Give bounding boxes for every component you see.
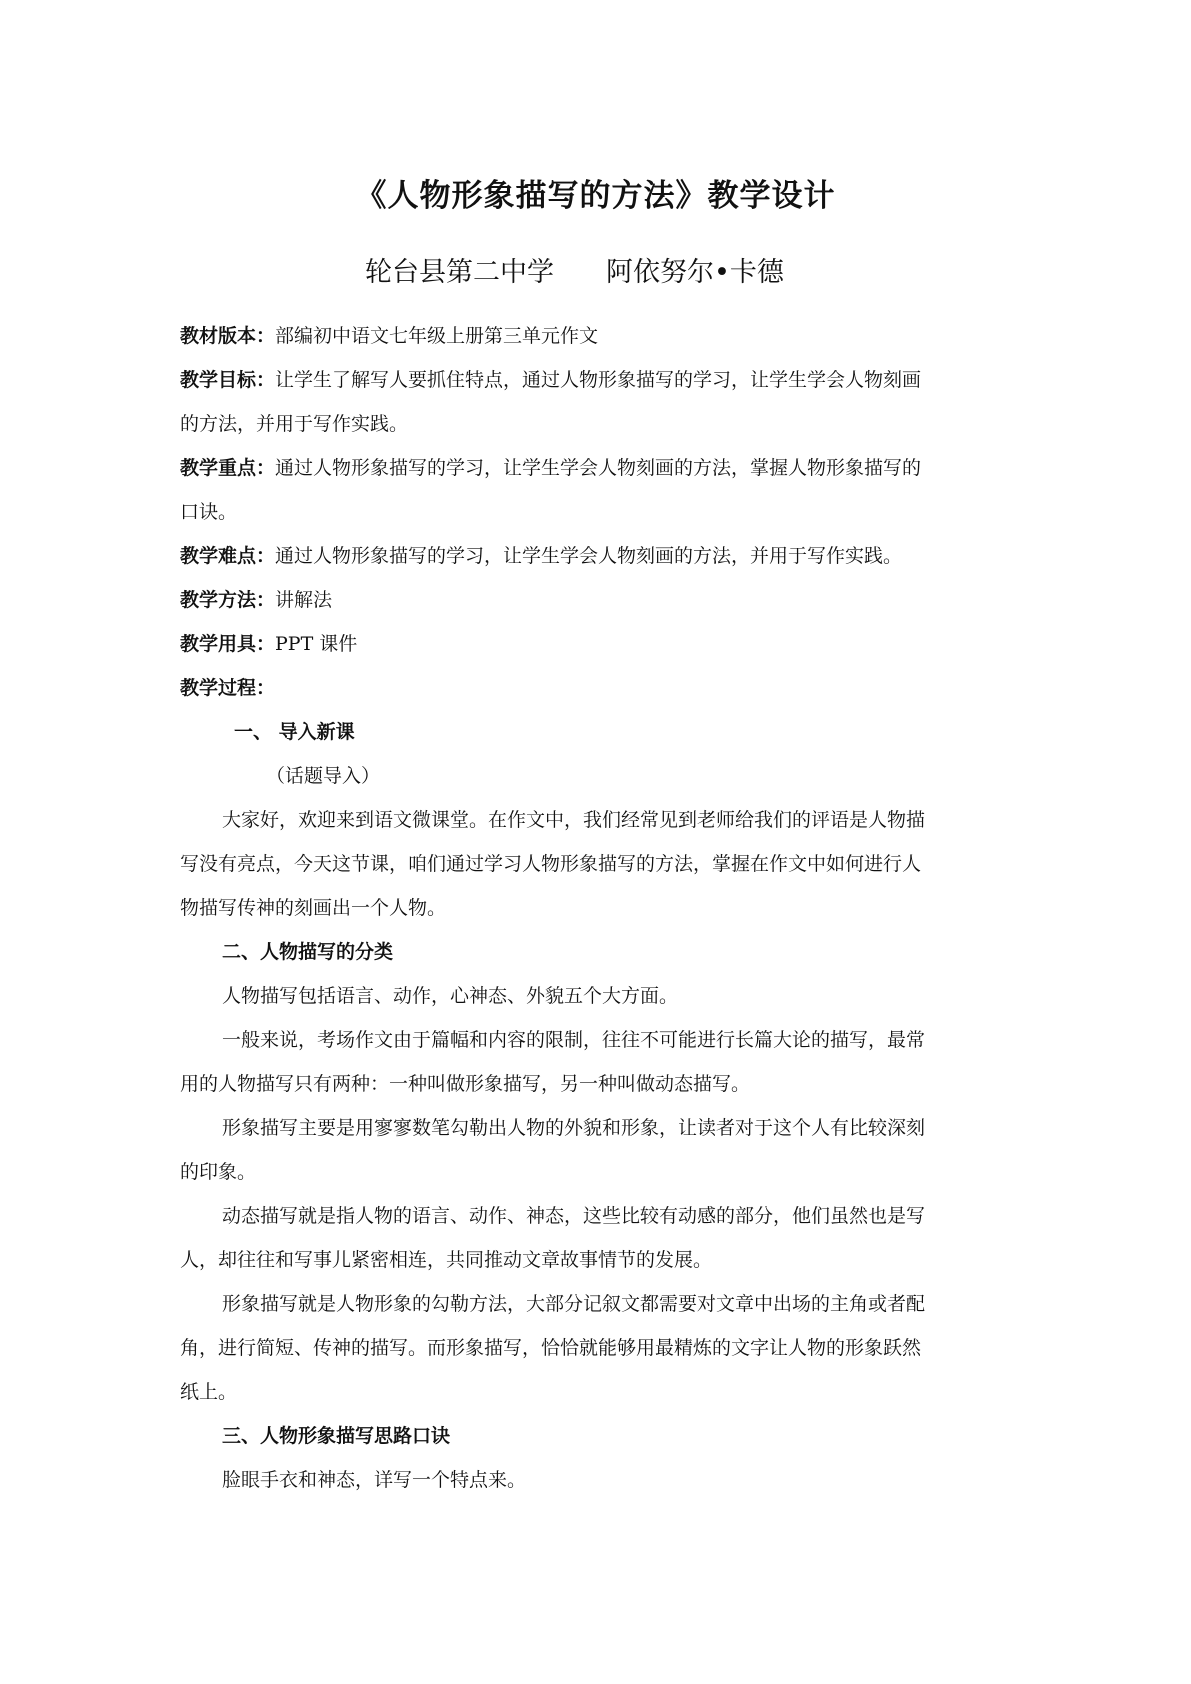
- paragraph-line: 的印象。: [180, 1161, 257, 1183]
- meta-label: 教学方法：: [180, 589, 276, 611]
- paragraph-line: 写没有亮点，今天这节课，咱们通过学习人物形象描写的方法，掌握在作文中如何进行人: [180, 853, 922, 875]
- meta-textbook: [180, 314, 1022, 358]
- meta-label: 教学用具：: [180, 633, 276, 655]
- author-line: [365, 250, 784, 289]
- section-heading-3: 三、人物形象描写思路口诀: [222, 1425, 451, 1447]
- meta-goal-cont: 的方法，并用于写作实践。: [180, 413, 409, 435]
- section-subheading: （话题导入）: [266, 765, 381, 787]
- meta-goal: [180, 358, 1022, 402]
- meta-value: 让学生了解写人要抓住特点，通过人物形象描写的学习，让学生学会人物刻画: [275, 369, 922, 391]
- meta-process: 教学过程：: [180, 677, 276, 699]
- meta-key: [180, 446, 1022, 490]
- meta-value: 通过人物形象描写的学习，让学生学会人物刻画的方法，掌握人物形象描写的: [275, 457, 922, 479]
- meta-difficulty: [180, 534, 1022, 578]
- meta-label: 教材版本：: [180, 325, 276, 347]
- meta-label: 教学难点：: [180, 545, 276, 567]
- meta-label: 教学目标：: [180, 369, 276, 391]
- paragraph-line: 物描写传神的刻画出一个人物。: [180, 897, 447, 919]
- paragraph-line: 人物描写包括语言、动作，心神态、外貌五个大方面。: [222, 985, 679, 1007]
- meta-label: 教学重点：: [180, 457, 276, 479]
- document-title: 《人物形象描写的方法》教学设计: [355, 178, 836, 214]
- author-name: 阿依努尔•卡德: [606, 257, 784, 288]
- paragraph-line: 用的人物描写只有两种：一种叫做形象描写，另一种叫做动态描写。: [180, 1073, 751, 1095]
- paragraph-line: 动态描写就是指人物的语言、动作、神态，这些比较有动感的部分，他们虽然也是写: [222, 1205, 926, 1227]
- paragraph-line: 人，却往往和写事儿紧密相连，共同推动文章故事情节的发展。: [180, 1249, 713, 1271]
- meta-value: PPT 课件: [275, 633, 358, 655]
- meta-method: [180, 578, 1022, 622]
- section-heading-1: 一、 导入新课: [234, 721, 355, 743]
- meta-value: 讲解法: [275, 589, 333, 611]
- meta-value: 部编初中语文七年级上册第三单元作文: [275, 325, 599, 347]
- meta-value: 通过人物形象描写的学习，让学生学会人物刻画的方法，并用于写作实践。: [275, 545, 903, 567]
- paragraph-line: 形象描写主要是用寥寥数笔勾勒出人物的外貌和形象，让读者对于这个人有比较深刻: [222, 1117, 926, 1139]
- paragraph-line: 一般来说，考场作文由于篇幅和内容的限制，往往不可能进行长篇大论的描写，最常: [222, 1029, 926, 1051]
- paragraph-line: 角，进行简短、传神的描写。而形象描写，恰恰就能够用最精炼的文字让人物的形象跃然: [180, 1337, 922, 1359]
- paragraph-line: 脸眼手衣和神态，详写一个特点来。: [222, 1469, 527, 1491]
- meta-key-cont: 口诀。: [180, 501, 238, 523]
- paragraph-line: 形象描写就是人物形象的勾勒方法，大部分记叙文都需要对文章中出场的主角或者配: [222, 1293, 926, 1315]
- meta-tools: [180, 622, 1022, 666]
- section-heading-2: 二、人物描写的分类: [222, 941, 394, 963]
- school-name: 轮台县第二中学: [365, 257, 554, 288]
- document-body: [180, 314, 1022, 1502]
- paragraph-line: 大家好，欢迎来到语文微课堂。在作文中，我们经常见到老师给我们的评语是人物描: [222, 809, 926, 831]
- paragraph-line: 纸上。: [180, 1381, 238, 1403]
